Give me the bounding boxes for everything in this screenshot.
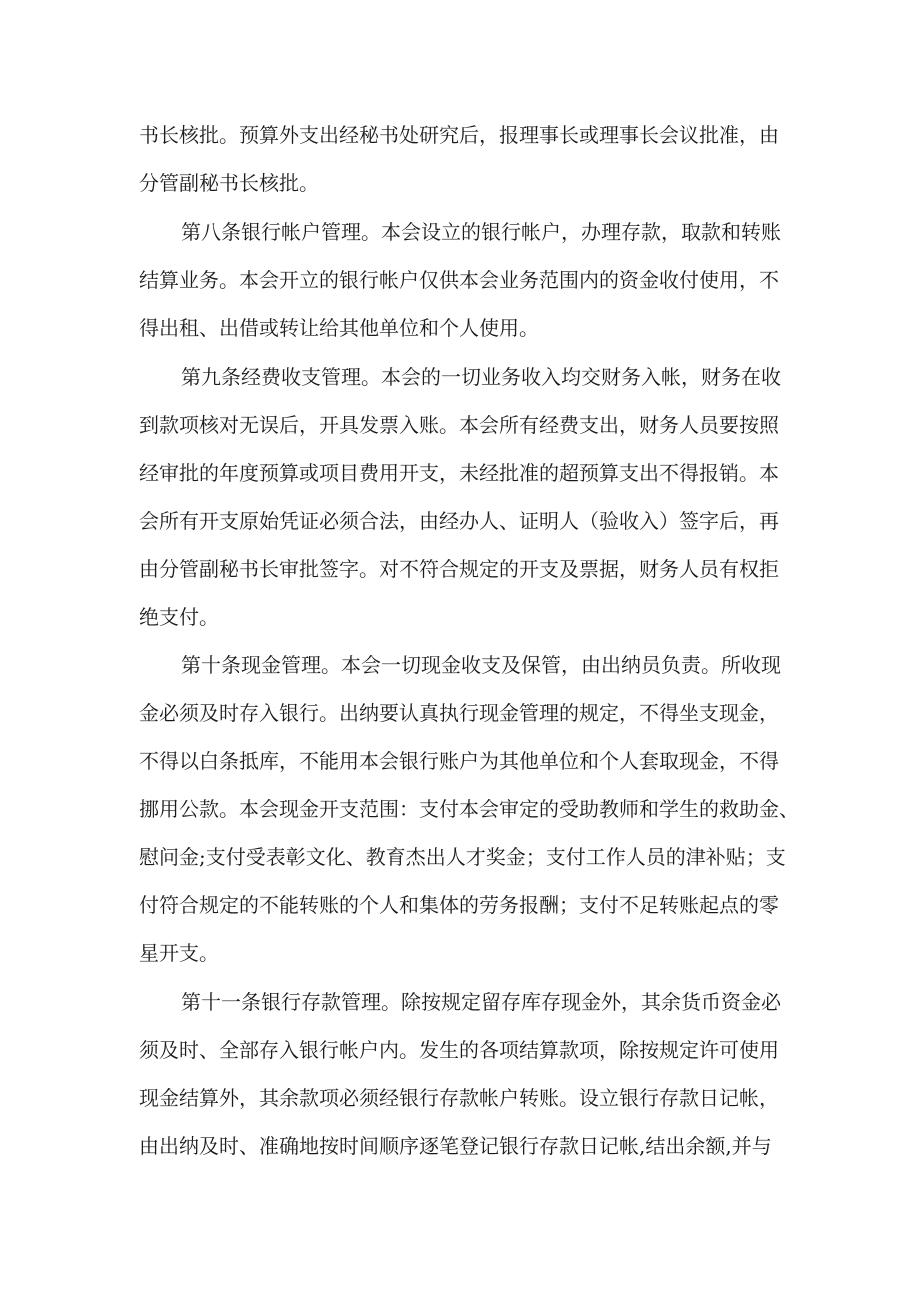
text-line: 由出纳及时、准确地按时间顺序逐笔登记银行存款日记帐,结出余额,并与: [139, 1134, 772, 1158]
text-line: 挪用公款。本会现金开支范围：支付本会审定的受助教师和学生的救助金、: [139, 797, 799, 821]
text-line: 慰问金;支付受表彰文化、教育杰出人才奖金；支付工作人员的津补贴；支: [139, 845, 786, 869]
text-line: 绝支付。: [139, 605, 219, 629]
paragraph-start-line: 第十条现金管理。本会一切现金收支及保管，由出纳员负责。所收现: [181, 653, 781, 677]
text-line: 金必须及时存入银行。出纳要认真执行现金管理的规定，不得坐支现金，: [139, 701, 779, 725]
text-line: 经审批的年度预算或项目费用开支，未经批准的超预算支出不得报销。本: [139, 461, 779, 485]
text-line: 分管副秘书长核批。: [139, 171, 319, 195]
text-line: 付符合规定的不能转账的个人和集体的劳务报酬；支付不足转账起点的零: [139, 893, 779, 917]
paragraph-start-line: 第九条经费收支管理。本会的一切业务收入均交财务入帐，财务在收: [181, 365, 781, 389]
text-line: 不得以白条抵库，不能用本会银行账户为其他单位和个人套取现金，不得: [139, 749, 779, 773]
paragraph-start-line: 第十一条银行存款管理。除按规定留存库存现金外，其余货币资金必: [181, 990, 781, 1014]
text-line: 到款项核对无误后，开具发票入账。本会所有经费支出，财务人员要按照: [139, 413, 779, 437]
text-line: 须及时、全部存入银行帐户内。发生的各项结算款项，除按规定许可使用: [139, 1038, 779, 1062]
text-line: 书长核批。预算外支出经秘书处研究后，报理事长或理事长会议批准，由: [139, 123, 779, 147]
text-line: 由分管副秘书长审批签字。对不符合规定的开支及票据，财务人员有权拒: [139, 557, 779, 581]
text-line: 结算业务。本会开立的银行帐户仅供本会业务范围内的资金收付使用，不: [139, 268, 779, 292]
text-line: 得出租、出借或转让给其他单位和个人使用。: [139, 316, 539, 340]
text-line: 星开支。: [139, 941, 219, 965]
paragraph-start-line: 第八条银行帐户管理。本会设立的银行帐户，办理存款，取款和转账: [181, 220, 781, 244]
text-line: 现金结算外，其余款项必须经银行存款帐户转账。设立银行存款日记帐，: [139, 1086, 779, 1110]
text-line: 会所有开支原始凭证必须合法，由经办人、证明人（验收入）签字后，再: [139, 509, 779, 533]
